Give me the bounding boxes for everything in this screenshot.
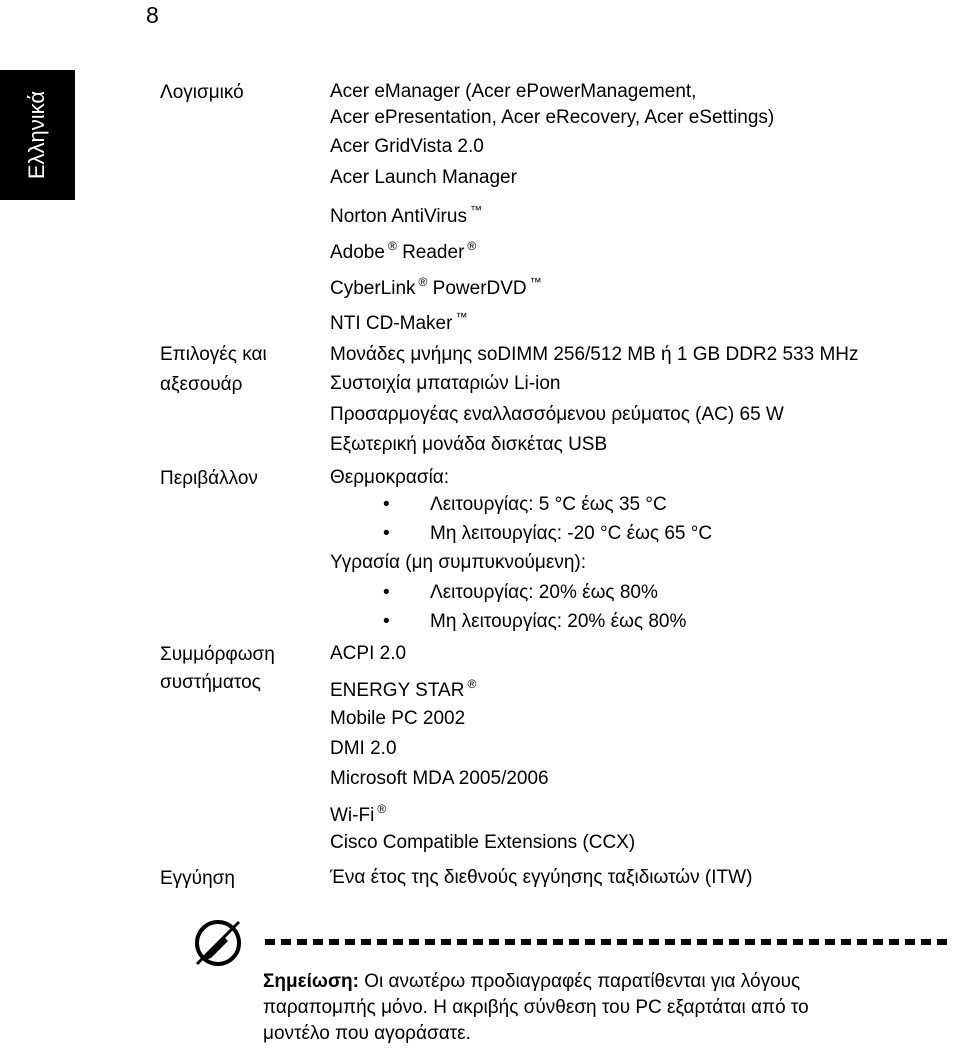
option-line: Προσαρμογέας εναλλασσόμενου ρεύματος (AC) 65 W — [330, 404, 784, 425]
compliance-line: Microsoft MDA 2005/2006 — [330, 768, 549, 789]
language-tab — [0, 70, 75, 200]
registered-mark: ® — [467, 239, 477, 253]
software-name: PowerDVD — [432, 278, 527, 299]
note-line — [263, 969, 923, 995]
software-name: Adobe — [330, 242, 385, 263]
note-heading: Σημείωση: — [263, 971, 359, 992]
note-divider — [265, 939, 951, 945]
compliance-line: Mobile PC 2002 — [330, 708, 466, 729]
humidity-label: Υγρασία (μη συμπυκνούμενη): — [330, 552, 586, 573]
registered-mark: ® — [467, 677, 477, 691]
trademark-mark: ™ — [469, 203, 482, 217]
humidity-item: Λειτουργίας: 20% έως 80% — [430, 582, 658, 603]
bullet: • — [383, 611, 390, 632]
note-pen-icon — [193, 918, 243, 968]
temperature-item: Μη λειτουργίας: -20 °C έως 65 °C — [430, 523, 713, 544]
compliance-line: ACPI 2.0 — [330, 643, 407, 664]
label-software: Λογισμικό — [160, 82, 244, 103]
registered-mark: ® — [418, 275, 428, 289]
bullet: • — [383, 523, 390, 544]
option-line: Συστοιχία μπαταριών Li-ion — [330, 373, 561, 394]
software-line — [330, 239, 476, 264]
compliance-line: DMI 2.0 — [330, 738, 397, 759]
software-line — [330, 203, 482, 228]
temperature-item: Λειτουργίας: 5 °C έως 35 °C — [430, 494, 667, 515]
software-line: Acer Launch Manager — [330, 167, 517, 188]
label-options — [160, 342, 267, 398]
option-line: Μονάδες μνήμης soDIMM 256/512 MB ή 1 GB DDR2 533 MHz — [330, 344, 859, 365]
compliance-line — [330, 802, 386, 827]
standard-name: ENERGY STAR — [330, 680, 465, 701]
label-line: Συμμόρφωση — [160, 644, 275, 665]
note-body: Οι ανωτέρω προδιαγραφές παρατίθενται για λόγους — [364, 971, 801, 992]
label-compliance — [160, 642, 275, 696]
software-name: NTI CD-Maker — [330, 313, 453, 334]
language-tab-label: Ελληνικά — [24, 90, 50, 180]
bullet: • — [383, 582, 390, 603]
software-line — [330, 310, 467, 335]
option-line: Εξωτερική μονάδα δισκέτας USB — [330, 434, 608, 455]
label-line: συστήματος — [160, 672, 261, 693]
software-line: Acer eManager (Acer ePowerManagement, — [330, 81, 697, 102]
label-warranty: Εγγύηση — [160, 868, 235, 889]
trademark-mark: ™ — [529, 275, 542, 289]
warranty-text: Ένα έτος της διεθνούς εγγύησης ταξιδιωτών (ITW) — [330, 867, 753, 888]
standard-name: Wi-Fi — [330, 805, 375, 826]
page-number: 8 — [146, 2, 159, 28]
note-block — [263, 969, 923, 1047]
temperature-label: Θερμοκρασία: — [330, 467, 450, 488]
compliance-line — [330, 677, 476, 702]
note-line: μοντέλο που αγοράσατε. — [263, 1023, 471, 1044]
registered-mark: ® — [377, 802, 387, 816]
label-environment: Περιβάλλον — [160, 468, 258, 489]
software-name: CyberLink — [330, 278, 416, 299]
label-line: αξεσουάρ — [160, 374, 243, 395]
bullet: • — [383, 494, 390, 515]
trademark-mark: ™ — [455, 310, 468, 324]
software-name: Norton AntiVirus — [330, 206, 467, 227]
registered-mark: ® — [387, 239, 397, 253]
software-line: Acer GridVista 2.0 — [330, 136, 484, 157]
software-line — [330, 275, 542, 300]
software-name: Reader — [402, 242, 465, 263]
humidity-item: Μη λειτουργίας: 20% έως 80% — [430, 611, 687, 632]
software-line: Acer ePresentation, Acer eRecovery, Acer eSettings) — [330, 107, 775, 128]
note-line: παραπομπής μόνο. Η ακριβής σύνθεση του PC εξαρτάται από το — [263, 997, 809, 1018]
compliance-line: Cisco Compatible Extensions (CCX) — [330, 832, 636, 853]
label-line: Επιλογές και — [160, 344, 267, 365]
